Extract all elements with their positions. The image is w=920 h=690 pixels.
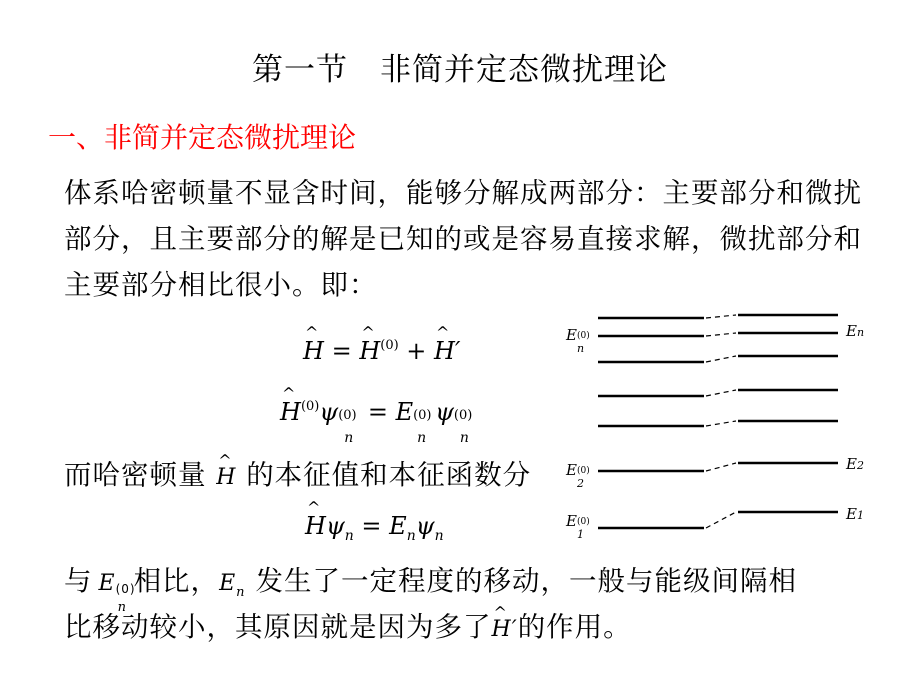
level-shift-connector <box>706 315 736 318</box>
label-sub: 1 <box>856 509 864 522</box>
label-sup: (0) <box>576 517 590 527</box>
e-symbol: E <box>566 461 577 479</box>
eigen-line <box>64 452 531 492</box>
e-symbol: E <box>566 326 577 344</box>
comparison-line <box>64 558 797 615</box>
e-symbol: E <box>219 571 237 596</box>
e-symbol: E <box>846 455 857 473</box>
e-symbol: E <box>98 571 116 596</box>
e-symbol: E <box>389 512 407 540</box>
level-shift-connector <box>706 390 736 396</box>
h-prime-hat: ^ H <box>434 337 455 365</box>
label-sub: n <box>576 342 585 355</box>
label-sup: (0) <box>576 331 590 341</box>
label-sub: 2 <box>856 459 864 472</box>
equation-zeroth-order <box>280 398 476 446</box>
h-hat: ^ H <box>280 398 301 426</box>
e-sup: (0) <box>413 408 432 423</box>
e-sub: n <box>417 430 427 446</box>
text-segment: 相比， <box>133 565 220 597</box>
equation-full-eigen <box>305 512 444 544</box>
h-hat: ^ H <box>492 617 512 642</box>
equals-sign: = <box>353 512 390 540</box>
level-shift-connector <box>706 512 736 528</box>
text-segment: 而哈密顿量 <box>64 459 207 491</box>
plus-sign: + <box>398 337 435 365</box>
label-en <box>846 322 864 340</box>
e-symbol: E <box>846 505 857 523</box>
equation-hamiltonian-split <box>303 337 460 365</box>
subscript-n: n <box>344 528 354 544</box>
text-segment: 发生了一定程度的移动，一般与能级间隔相 <box>255 565 797 597</box>
intro-paragraph: 体系哈密顿量不显含时间，能够分解成两部分：主要部分和微扰部分，且主要部分的解是已知的或是容易直接求解，微扰部分和主要部分相比很小。即： <box>64 177 862 301</box>
h-hat: ^ H <box>305 512 326 540</box>
e-symbol: E <box>846 322 857 340</box>
superscript-zero: (0) <box>300 399 320 414</box>
label-sub: n <box>856 326 865 339</box>
psi-symbol: ψ <box>325 512 345 540</box>
section-heading: 一、非简并定态微扰理论 <box>48 121 357 154</box>
e-sub: n <box>236 585 246 600</box>
text-segment: 的本征值和本征函数分 <box>246 459 532 491</box>
label-e2 <box>846 455 864 473</box>
e-sup: (0) <box>115 582 136 596</box>
text-segment: 与 <box>64 565 93 597</box>
label-e20 <box>566 461 591 490</box>
psi-sup: (0) <box>338 408 357 423</box>
psi-symbol: ψ <box>415 512 435 540</box>
psi-symbol: ψ <box>319 398 339 426</box>
e-sub: n <box>117 600 127 615</box>
h-hat: ^ H <box>216 465 236 490</box>
energy-level-diagram <box>592 300 842 540</box>
h0-hat: ^ H <box>359 337 380 365</box>
level-shift-connector <box>706 421 736 426</box>
psi-symbol: ψ <box>435 398 454 426</box>
e-symbol: E <box>395 398 414 426</box>
h-hat: ^ H <box>303 337 324 365</box>
subscript-n: n <box>434 528 444 544</box>
psi-sup: (0) <box>453 408 473 423</box>
level-shift-connector <box>706 463 736 471</box>
psi-sub: n <box>344 430 354 446</box>
reason-line <box>64 604 632 644</box>
label-en0 <box>566 326 591 355</box>
psi-sub: n <box>459 430 469 446</box>
label-sub: 1 <box>576 528 584 541</box>
prime-mark: ′ <box>511 617 518 642</box>
label-e10 <box>566 512 591 541</box>
label-sup: (0) <box>576 466 590 476</box>
text-segment: 的作用。 <box>517 611 632 643</box>
equals-sign: = <box>323 337 360 365</box>
text-segment: 比移动较小，其原因就是因为多了 <box>64 611 492 643</box>
subscript-n: n <box>406 528 416 544</box>
level-shift-connector <box>706 356 736 362</box>
superscript-zero: (0) <box>380 338 399 353</box>
level-shift-connector <box>706 333 736 336</box>
page-title: 第一节 非简并定态微扰理论 <box>252 52 668 88</box>
label-e1 <box>846 505 864 523</box>
label-sub: 2 <box>576 477 584 490</box>
prime-mark: ′ <box>454 337 461 365</box>
e-symbol: E <box>566 512 577 530</box>
equals-sign: = <box>360 398 396 426</box>
